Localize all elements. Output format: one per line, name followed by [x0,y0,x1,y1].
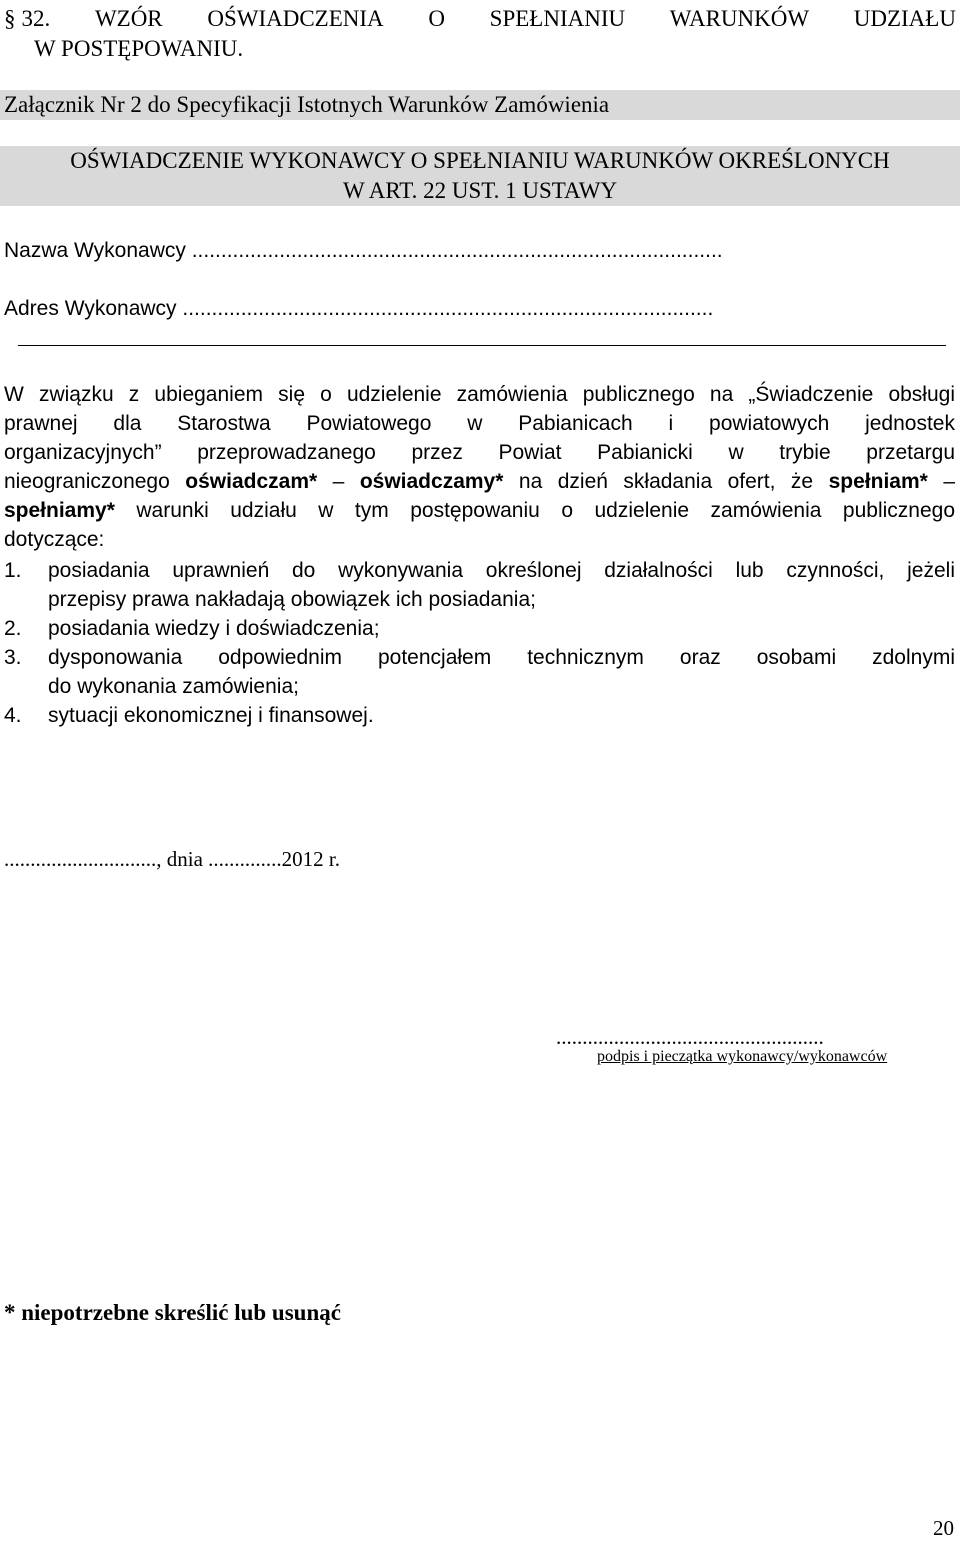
heading-word-1: § 32. [4,6,51,31]
paragraph-line-1: W związku z ubieganiem się o udzielenie zamówienia publicznego na „Świadczenie obsługi [4,383,955,406]
declare-plural: oświadczamy* [359,470,504,493]
meet-singular: spełniam* [828,470,928,493]
section-heading [4,4,956,64]
paragraph-line-2: prawnej dla Starostwa Powiatowego w Pabianicach i powiatowych jednostek [4,412,955,435]
paragraph-line-5: spełniamy* warunki udziału w tym postępowaniu o udzielenie zamówienia publicznego [4,499,955,522]
paragraph-line-4: nieograniczonego oświadczam* – oświadczamy* na dzień składania ofert, że spełniam* – [4,470,955,493]
list-item: 1. posiadania uprawnień do wykonywania określonej działalności lub czynności, jeżeli przepisy prawa nakładają obowiązek ich posiadania; [4,559,955,611]
contractor-name-field: Nazwa Wykonawcy ........................................................................................... [4,239,723,262]
meet-plural: spełniamy* [4,499,115,522]
separator-line [18,345,946,346]
conditions-list [4,556,955,730]
heading-word-4: O [428,6,445,31]
paragraph-line-3: organizacyjnych” przeprowadzanego przez Powiat Pabianicki w trybie przetargu [4,441,955,464]
statement-paragraph [4,380,955,554]
heading-word-6: WARUNKÓW [669,6,810,31]
place-date-line: ............................., dnia ..............2012 r. [4,847,340,871]
annex-title: Załącznik Nr 2 do Specyfikacji Istotnych Warunków Zamówienia [0,90,960,120]
heading-word-2: WZÓR [94,6,163,31]
contractor-address-field: Adres Wykonawcy ........................................................................................... [4,297,714,320]
declare-singular: oświadczam* [185,470,318,493]
heading-word-7: UDZIAŁU [853,6,956,31]
section-sign: § [4,6,16,31]
paragraph-line-6: dotyczące: [4,528,105,551]
signature-dots: ................................................... [556,1025,824,1049]
signature-label: podpis i pieczątka wykonawcy/wykonawców [597,1048,888,1065]
section-heading-line1 [4,4,956,34]
heading-word-5: SPEŁNIANIU [489,6,626,31]
heading-word-3: OŚWIADCZENIA [207,6,384,31]
page-number: 20 [933,1516,954,1540]
section-heading-line2: W POSTĘPOWANIU. [34,36,244,61]
statement-title [0,146,960,206]
list-item: 3. dysponowania odpowiednim potencjałem technicznym oraz osobami zdolnymi do wykonania zamówienia; [4,646,955,698]
statement-title-line1: OŚWIADCZENIE WYKONAWCY O SPEŁNIANIU WARUNKÓW OKREŚLONYCH [70,148,890,173]
footnote: * niepotrzebne skreślić lub usunąć [4,1300,341,1325]
list-item: 2. posiadania wiedzy i doświadczenia; [4,617,380,640]
statement-title-line2: W ART. 22 UST. 1 USTAWY [342,178,618,203]
list-item: 4. sytuacji ekonomicznej i finansowej. [4,704,374,727]
